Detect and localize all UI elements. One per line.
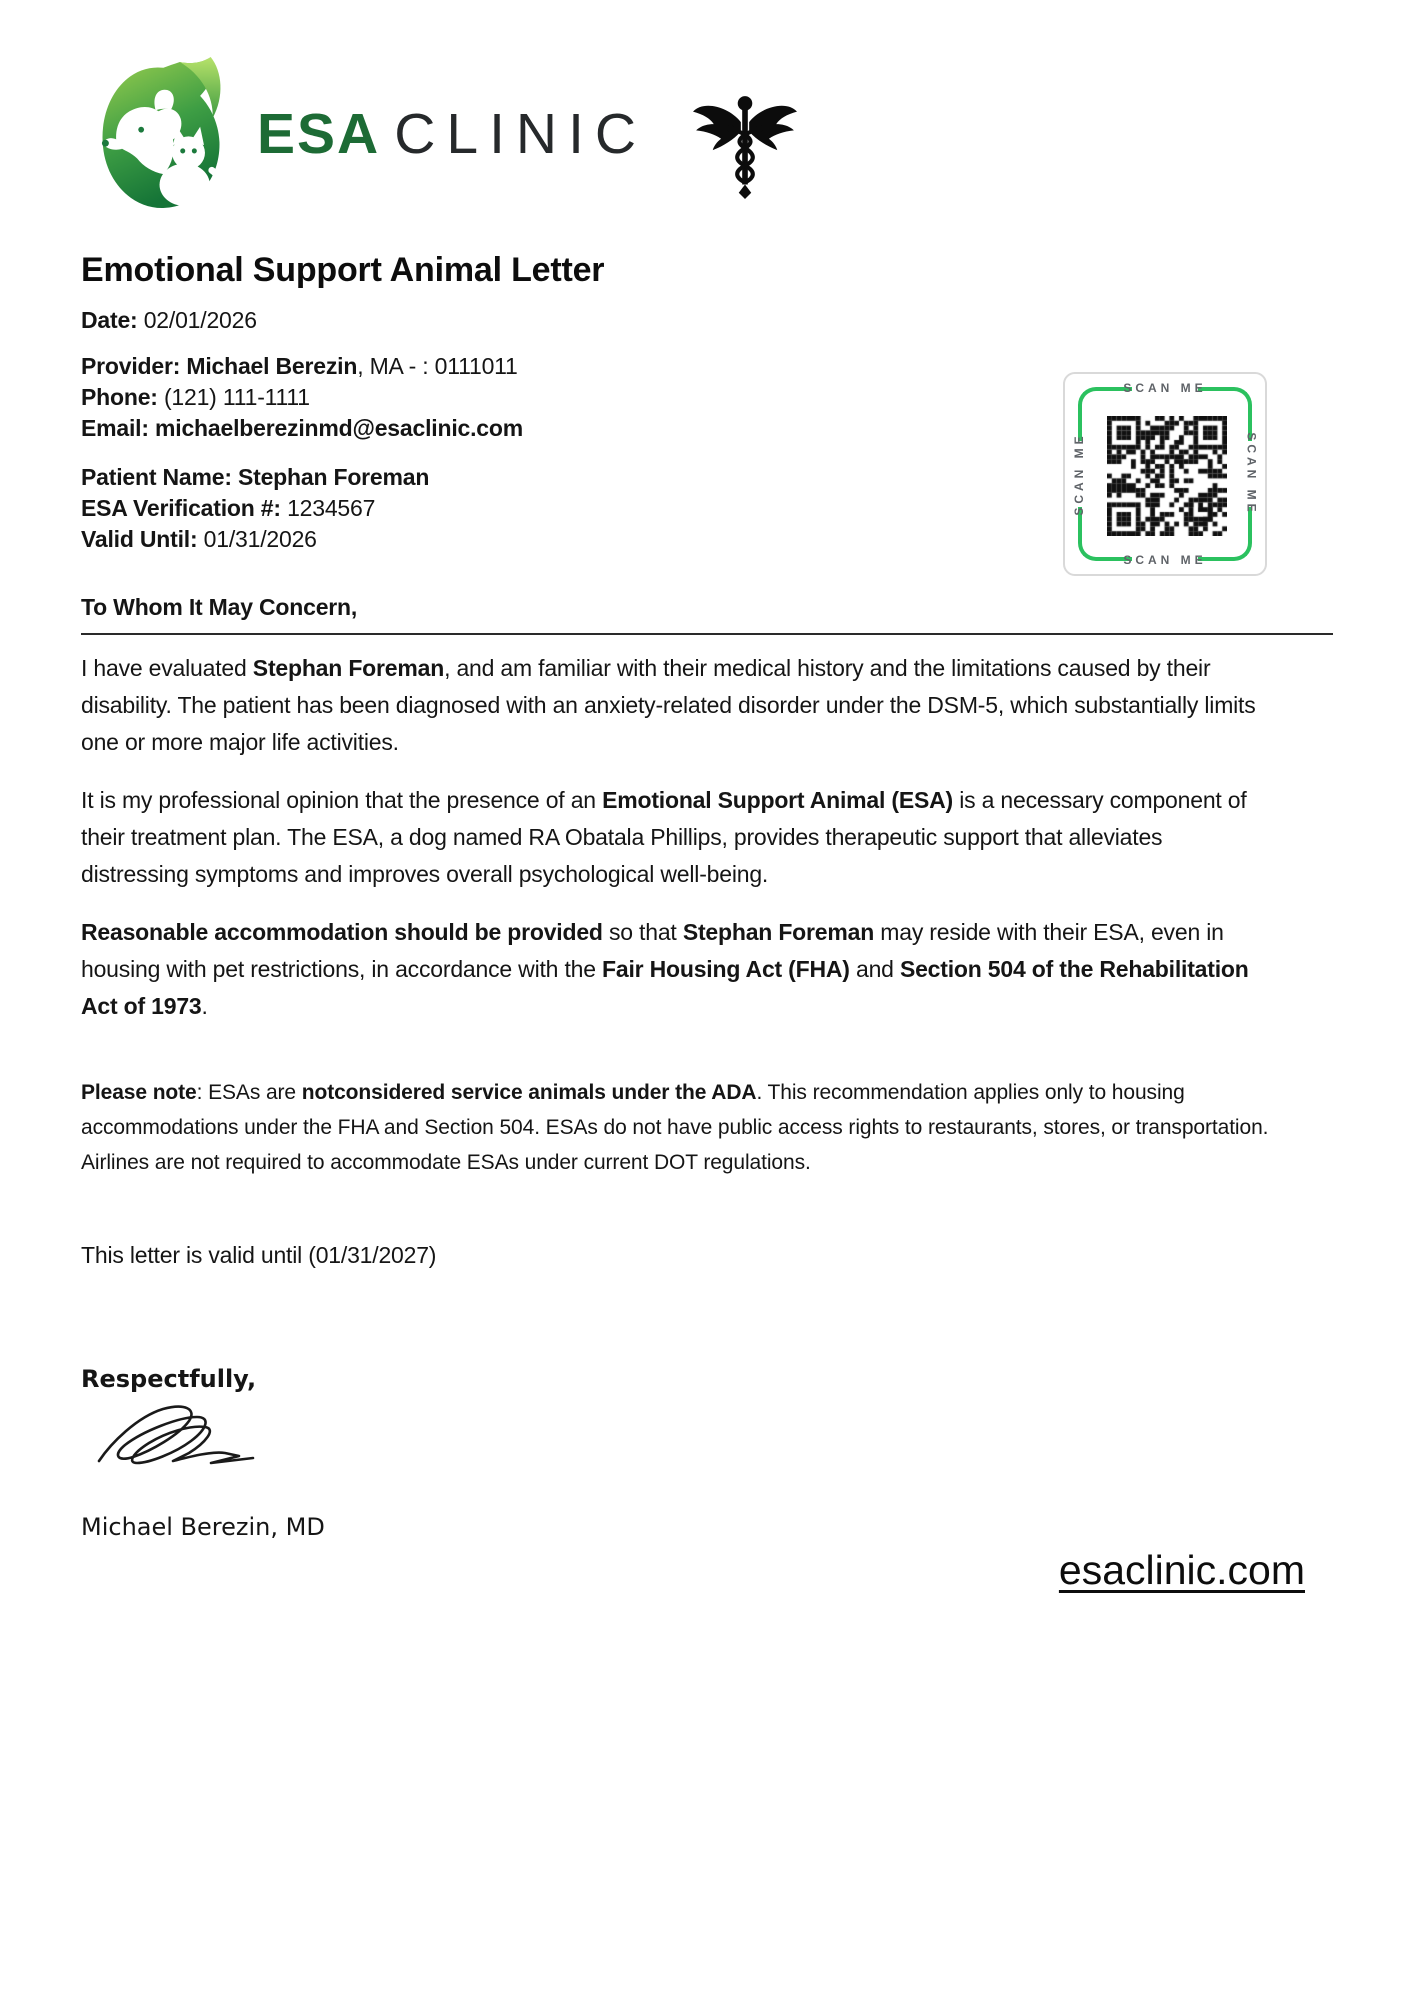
scan-me-label-top: SCAN ME — [1123, 381, 1207, 395]
note-label: Please note — [81, 1081, 197, 1104]
p1-patient-name: Stephan Foreman — [252, 655, 445, 681]
paragraph-note — [81, 1075, 1281, 1180]
p3-patient-name: Stephan Foreman — [682, 919, 875, 945]
patient-block — [81, 463, 1333, 554]
date-label: Date: — [81, 307, 138, 333]
brand-name-clinic: CLINIC — [394, 102, 648, 166]
validity-line: This letter is valid until (01/31/2027) — [81, 1242, 437, 1268]
letter-body — [81, 250, 1333, 1594]
email-line: Email: michaelberezinmd@esaclinic.com — [81, 415, 523, 441]
p3-text: so that — [602, 919, 683, 945]
p3-section504: Section 504 of the Rehabilitation Act of 1973 — [81, 956, 1249, 1019]
verification-value: 1234567 — [287, 495, 376, 521]
brand-name — [257, 102, 648, 166]
website-link[interactable]: esaclinic.com — [1058, 1547, 1305, 1593]
caduceus-icon — [693, 88, 797, 204]
verification-label: ESA Verification #: — [81, 495, 281, 521]
date-line — [81, 306, 1333, 335]
closing: Respectfully, — [81, 1365, 257, 1393]
patient-name-line: Patient Name: Stephan Foreman — [81, 464, 430, 490]
paragraph-opinion — [81, 782, 1266, 893]
phone-label: Phone: — [81, 384, 158, 410]
footer — [81, 1547, 1333, 1594]
signature-image — [91, 1397, 271, 1487]
letterhead — [88, 52, 797, 217]
provider-line — [81, 352, 1333, 381]
note-text: : ESAs are — [196, 1081, 302, 1104]
p3-text: and — [849, 956, 900, 982]
provider-license: , MA - : 0111011 — [357, 353, 518, 379]
date-value: 02/01/2026 — [143, 307, 257, 333]
dog-cat-leaf-logo-icon — [88, 52, 233, 217]
p2-text: is a necessary component of their treatment plan. The ESA, a dog named RA Obatala Phillips, provides therapeutic support that alleviates distressing symptoms and improves overall psychological well-being. — [81, 787, 1247, 887]
phone-value: (121) 111-1111 — [163, 384, 310, 410]
scan-me-label-bottom: SCAN ME — [1123, 553, 1207, 567]
provider-block — [81, 352, 1333, 443]
note-ada: notconsidered service animals under the ADA — [301, 1081, 757, 1104]
scan-me-label-left: SCAN ME — [1072, 432, 1086, 516]
salutation: To Whom It May Concern, — [81, 594, 358, 620]
phone-line — [81, 383, 1333, 412]
provider-name: Provider: Michael Berezin — [81, 353, 358, 379]
p3-text: . — [201, 993, 208, 1019]
p3-fha: Fair Housing Act (FHA) — [602, 956, 850, 982]
p3-accommodation: Reasonable accommodation should be provided — [81, 919, 603, 945]
valid-until-label: Valid Until: — [81, 526, 198, 552]
verification-line — [81, 494, 1333, 523]
valid-until-value: 01/31/2026 — [203, 526, 317, 552]
signer-name: Michael Berezin, MD — [81, 1513, 325, 1541]
p2-text: It is my professional opinion that the presence of an — [81, 787, 603, 813]
paragraph-accommodation — [81, 914, 1266, 1025]
p1-text: I have evaluated — [81, 655, 253, 681]
note-text: . This recommendation applies only to housing accommodations under the FHA and Section 504. ESAs do not have public access rights to restaurants, stores, or transportation. Airlines are not required to accommodate ESAs under current DOT regulations. — [81, 1081, 1269, 1174]
brand-name-esa: ESA — [257, 102, 381, 166]
p1-text: , and am familiar with their medical history and the limitations caused by their disability. The patient has been diagnosed with an anxiety-related disorder under the DSM-5, which substantially limits one or more major life activities. — [81, 655, 1256, 755]
p3-text: may reside with their ESA, even in housing with pet restrictions, in accordance with the — [81, 919, 1224, 982]
p2-esa-term: Emotional Support Animal (ESA) — [602, 787, 954, 813]
scan-me-label-right: SCAN ME — [1244, 432, 1258, 516]
divider — [81, 633, 1333, 635]
page-title: Emotional Support Animal Letter — [81, 251, 605, 289]
valid-until-line — [81, 525, 1333, 554]
paragraph-evaluation — [81, 650, 1266, 761]
